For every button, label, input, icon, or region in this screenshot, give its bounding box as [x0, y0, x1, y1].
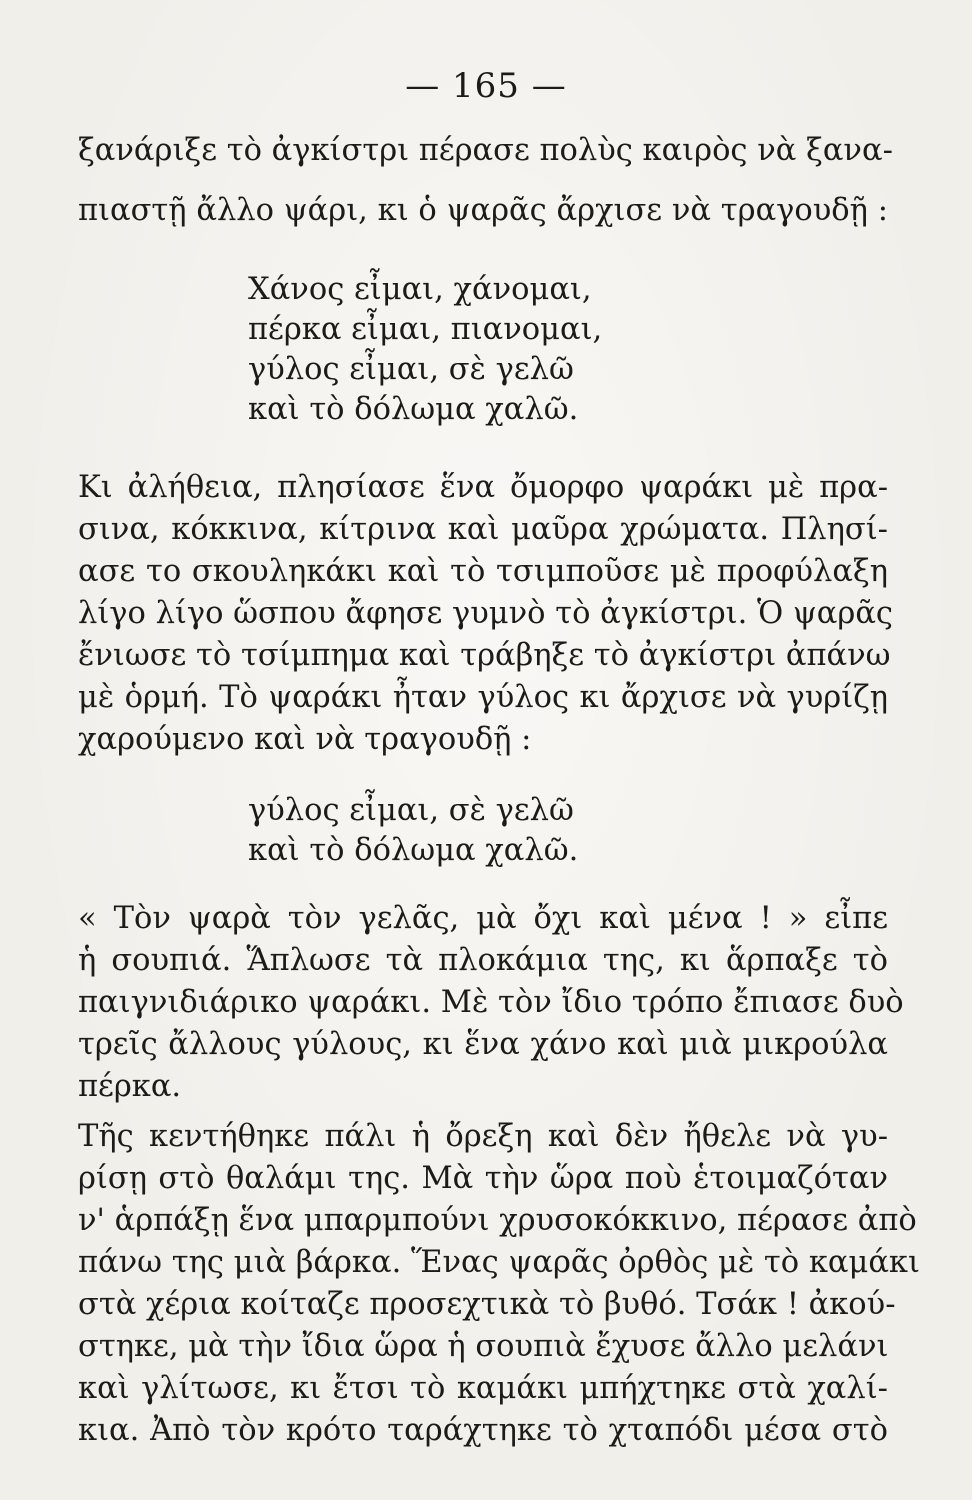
text-line: πιαστῇ ἄλλο ψάρι, κι ὁ ψαρᾶς ἄρχισε νὰ τραγουδῇ :	[78, 193, 888, 228]
text-line: στὰ χέρια κοίταζε προσεχτικὰ τὸ βυθό. Τσάκ ! ἀκού-	[78, 1287, 896, 1322]
verse-line: γύλος εἶμαι, σὲ γελῶ	[248, 793, 574, 828]
text-line: « Τὸν ψαρὰ τὸν γελᾶς, μὰ ὄχι καὶ μένα ! » εἶπε	[78, 901, 888, 936]
text-line: ασε το σκουληκάκι καὶ τὸ τσιμποῦσε μὲ προφύλαξη	[78, 554, 888, 589]
text-line: παιγνιδιάρικο ψαράκι. Μὲ τὸν ἴδιο τρόπο ἔπιασε δυὸ	[78, 985, 904, 1020]
text-line: Κι ἀλήθεια, πλησίασε ἕνα ὄμορφο ψαράκι μὲ πρα-	[78, 470, 888, 505]
verse-line: πέρκα εἶμαι, πιανομαι,	[248, 312, 603, 347]
text-line: πέρκα.	[78, 1069, 182, 1104]
text-line: κια. Ἀπὸ τὸν κρότο ταράχτηκε τὸ χταπόδι μέσα στὸ	[78, 1413, 888, 1448]
text-line: χαρούμενο καὶ νὰ τραγουδῇ :	[78, 722, 532, 757]
text-line: σινα, κόκκινα, κίτρινα καὶ μαῦρα χρώματα. Πλησί-	[78, 512, 888, 547]
verse-line: γύλος εἶμαι, σὲ γελῶ	[248, 352, 574, 387]
text-line: ἔνιωσε τὸ τσίμπημα καὶ τράβηξε τὸ ἀγκίστρι ἀπάνω	[78, 638, 891, 673]
verse-line: Χάνος εἶμαι, χάνομαι,	[248, 272, 592, 307]
text-line: πάνω της μιὰ βάρκα. Ἕνας ψαρᾶς ὀρθὸς μὲ τὸ καμάκι	[78, 1245, 920, 1280]
text-line: ἡ σουπιά. Ἅπλωσε τὰ πλοκάμια της, κι ἅρπαξε τὸ	[78, 943, 888, 978]
text-line: Τῆς κεντήθηκε πάλι ἡ ὄρεξη καὶ δὲν ἤθελε νὰ γυ-	[78, 1119, 888, 1154]
text-line: τρεῖς ἄλλους γύλους, κι ἕνα χάνο καὶ μιὰ μικρούλα	[78, 1027, 888, 1062]
text-line: ρίσῃ στὸ θαλάμι της. Μὰ τὴν ὥρα ποὺ ἑτοιμαζόταν	[78, 1161, 888, 1196]
page-number: — 165 —	[405, 66, 567, 106]
text-line: στηκε, μὰ τὴν ἴδια ὥρα ἡ σουπιὰ ἔχυσε ἄλλο μελάνι	[78, 1329, 889, 1364]
text-line: μὲ ὁρμή. Τὸ ψαράκι ἦταν γύλος κι ἄρχισε νὰ γυρίζῃ	[78, 680, 888, 715]
text-line: ξανάριξε τὸ ἀγκίστρι πέρασε πολὺς καιρὸς νὰ ξανα-	[78, 133, 893, 168]
verse-line: καὶ τὸ δόλωμα χαλῶ.	[248, 833, 579, 868]
text-line: καὶ γλίτωσε, κι ἔτσι τὸ καμάκι μπήχτηκε στὰ χαλί-	[78, 1371, 888, 1406]
verse-line: καὶ τὸ δόλωμα χαλῶ.	[248, 392, 579, 427]
text-line: λίγο λίγο ὥσπου ἄφησε γυμνὸ τὸ ἀγκίστρι. Ὁ ψαρᾶς	[78, 596, 893, 631]
text-line: ν' ἁρπάξῃ ἕνα μπαρμπούνι χρυσοκόκκινο, πέρασε ἀπὸ	[78, 1203, 917, 1238]
